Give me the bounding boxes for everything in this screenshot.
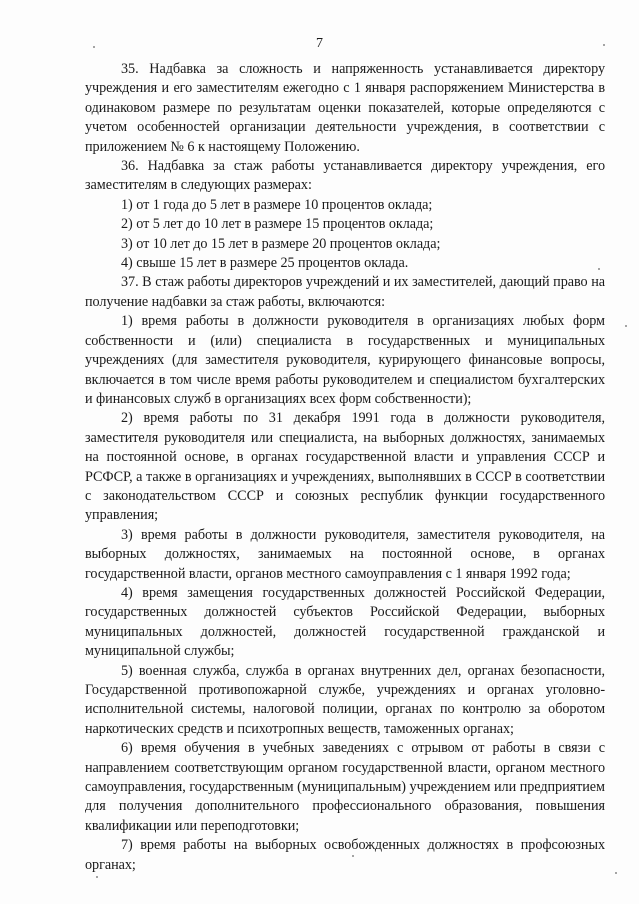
- scan-speck: [96, 876, 98, 878]
- list-item-36-4: 4) свыше 15 лет в размере 25 процентов оклада.: [121, 255, 409, 272]
- list-item-37-1: 1) время работы в должности руководителя в организациях любых форм собственности и (или) специалиста в государственных и муниципальных учреждениях (для заместителя руководителя, курирующего финансовые вопросы, включается в том числе время работы руководителем и специалистом бухгалтерских и финансовых служб в организациях всех форм собственности);: [85, 313, 605, 407]
- list-item-37-6: 6) время обучения в учебных заведениях с отрывом от работы в связи с направлением соответствующим органом государственной власти, органом местного самоуправления, государственным (муниципальным) учреждением или предприятием для получения дополнительного профессионального образования, повышения квалификации или переподготовки;: [85, 740, 605, 834]
- scan-speck: [598, 268, 600, 270]
- list-item-36-2: 2) от 5 лет до 10 лет в размере 15 процентов оклада;: [121, 216, 434, 233]
- list-item-37-2: 2) время работы по 31 декабря 1991 года в должности руководителя, заместителя руководителя или специалиста, на выборных должностях, занимаемых на постоянной основе, в органах государственной власти и управления СССР и РСФСР, а также в организациях и учреждениях, выполнявших в СССР в соответствии с законодательством СССР и союзных республик функции государственного управления;: [85, 410, 605, 524]
- list-item-37-4: 4) время замещения государственных должностей Российской Федерации, государственных должностей субъектов Российской Федерации, выборных муниципальных должностей, должностей государственной гражданской и муниципальной службы;: [85, 584, 605, 660]
- scan-speck: [352, 855, 354, 857]
- scan-speck: [93, 46, 95, 48]
- scan-speck: [625, 325, 627, 327]
- list-item-37-7: 7) время работы на выборных освобожденных должностях в профсоюзных органах;: [85, 837, 605, 873]
- scan-speck: [615, 872, 617, 874]
- list-item-37-5: 5) военная служба, служба в органах внутренних дел, органах безопасности, Государственной противопожарной службе, учреждениях и органах уголовно-исполнительной системы, налоговой полиции, органах по контролю за оборотом наркотических средств и психотропных веществ, таможенных органах;: [85, 662, 605, 737]
- page-number: 7: [316, 36, 323, 51]
- scan-speck: [603, 44, 605, 46]
- list-item-37-3: 3) время работы в должности руководителя, заместителя руководителя, на выборных должностях, занимаемых на постоянной основе, в органах государственной власти, органов местного самоуправления с 1 января 1992 года;: [85, 526, 605, 582]
- paragraph-35: 35. Надбавка за сложность и напряженность устанавливается директору учреждения и его заместителям ежегодно с 1 января распоряжением Министерства в одинаковом размере по результатам оценки показателей, которые определяются с учетом особенностей организации деятельности учреждения, в соответствии с приложением № 6 к настоящему Положению.: [85, 61, 605, 155]
- list-item-36-1: 1) от 1 года до 5 лет в размере 10 процентов оклада;: [121, 196, 433, 213]
- document-body: [85, 60, 605, 875]
- paragraph-36: 36. Надбавка за стаж работы устанавливается директору учреждения, его заместителям в следующих размерах:: [85, 158, 605, 194]
- paragraph-37: 37. В стаж работы директоров учреждений и их заместителей, дающий право на получение надбавки за стаж работы, включаются:: [85, 274, 605, 310]
- list-item-36-3: 3) от 10 лет до 15 лет в размере 20 процентов оклада;: [121, 235, 441, 252]
